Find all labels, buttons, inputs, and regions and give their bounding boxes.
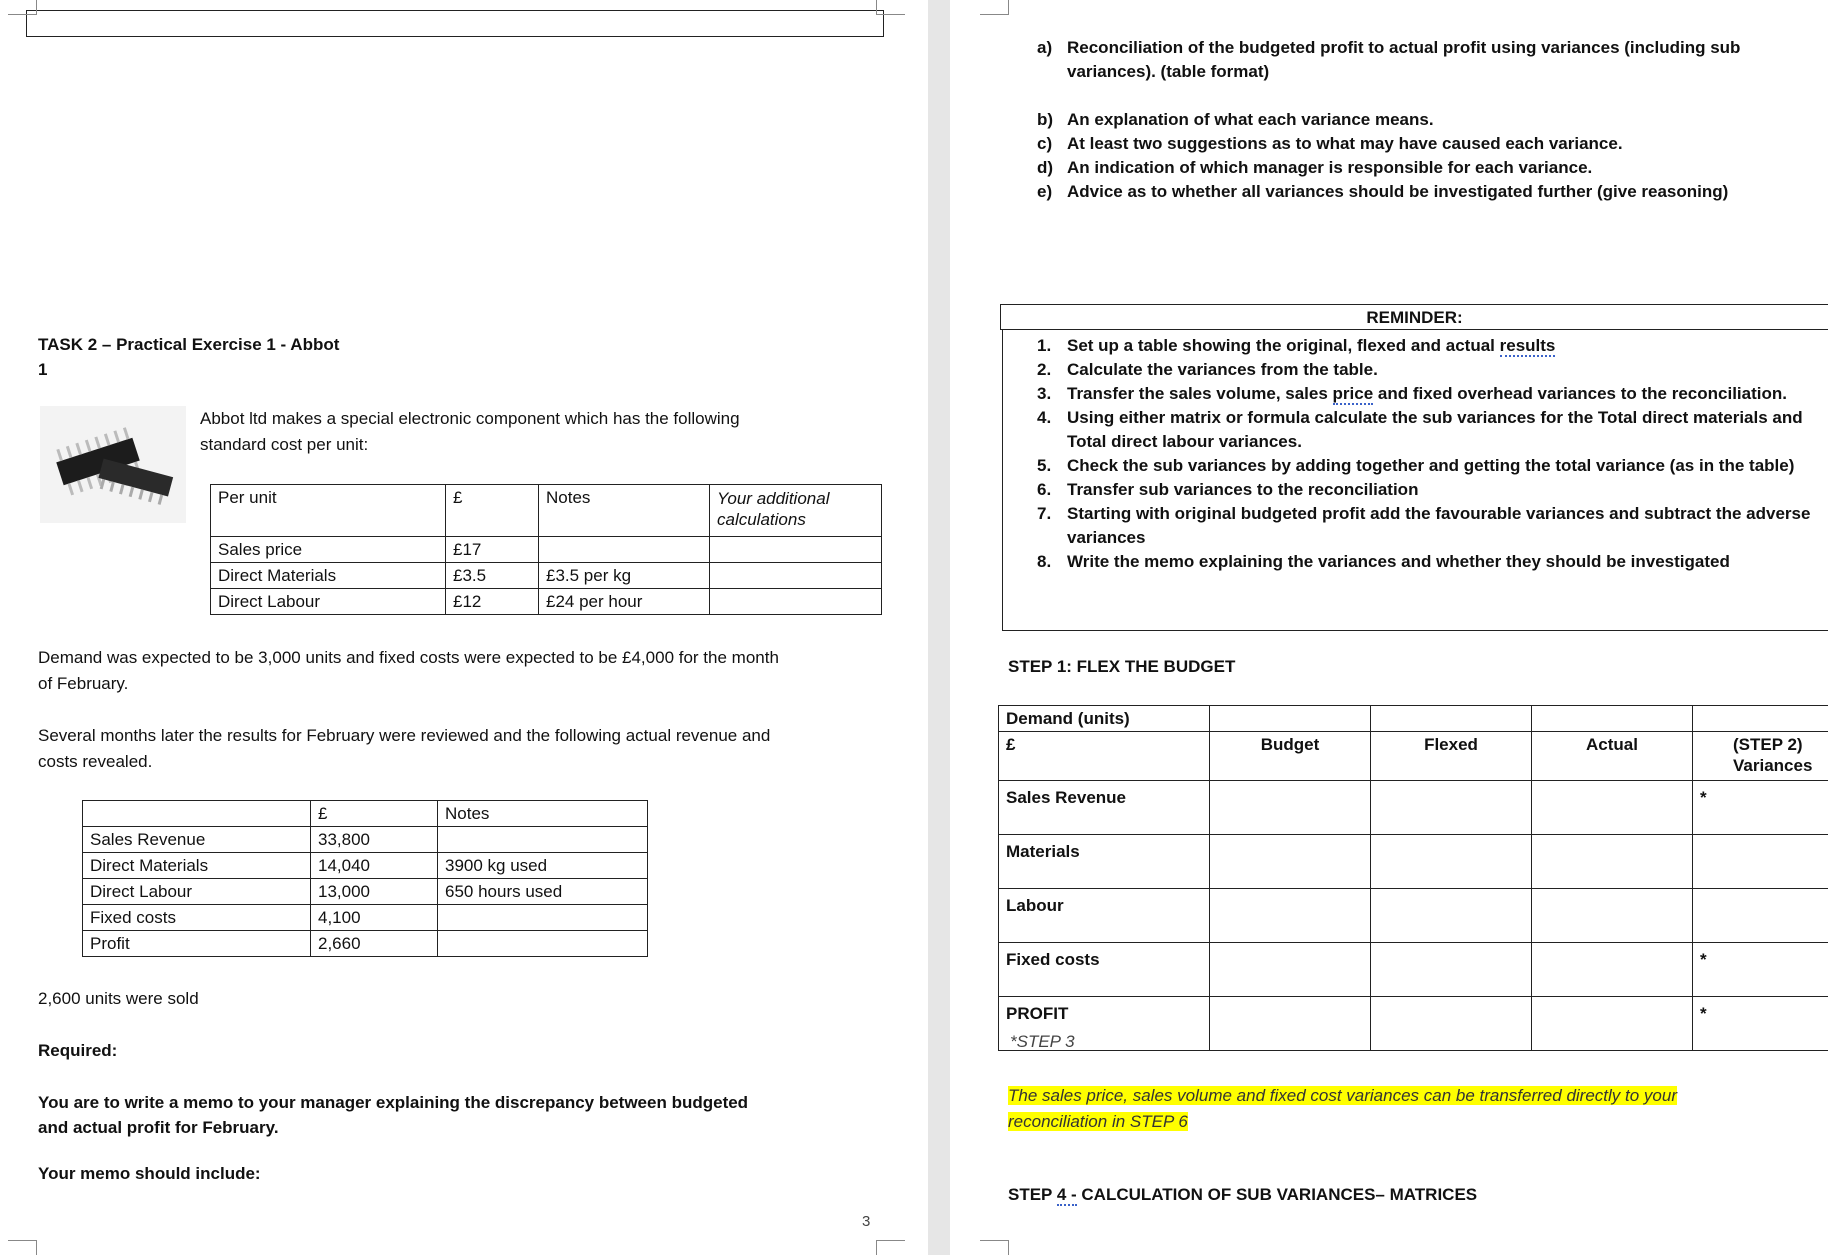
list-item-number: 8. <box>1037 552 1052 571</box>
row-label-cell: Sales Revenue <box>999 781 1210 835</box>
table-cell <box>1532 889 1693 943</box>
crop-mark <box>8 1240 37 1255</box>
table-cell <box>710 589 882 615</box>
list-item-label: e) <box>1037 182 1053 201</box>
row-label-cell: PROFIT <box>999 997 1210 1051</box>
spellcheck-word: price <box>1332 384 1374 403</box>
table-cell <box>1210 835 1371 889</box>
intro-line: standard cost per unit: <box>200 435 369 454</box>
table-cell <box>1210 781 1371 835</box>
table-cell: £3.5 per kg <box>539 563 710 589</box>
table-cell: Profit <box>83 931 311 957</box>
table-cell: 3900 kg used <box>438 853 648 879</box>
several-line: costs revealed. <box>38 752 153 771</box>
list-item-number: 4. <box>1037 408 1052 427</box>
list-item <box>1037 36 1823 84</box>
step4-title-part: CALCULATION OF SUB VARIANCES– MATRICES <box>1076 1185 1478 1204</box>
table-cell <box>1532 943 1693 997</box>
units-sold: 2,600 units were sold <box>38 989 199 1008</box>
demand-line: Demand was expected to be 3,000 units and fixed costs were expected to be £4,000 for the month <box>38 648 779 667</box>
table-cell <box>1693 706 1828 732</box>
memo-instruction <box>38 1090 748 1140</box>
list-item-text: An explanation of what each variance means. <box>1067 110 1434 129</box>
list-item <box>1037 502 1823 550</box>
list-item-text: Reconciliation of the budgeted profit to actual profit using variances (including sub variances). (table format) <box>1067 38 1741 81</box>
crop-mark <box>8 0 37 15</box>
chip-icon <box>40 406 186 523</box>
list-item-text: Set up a table showing the original, flexed and actual <box>1067 336 1500 355</box>
list-item-text: and fixed overhead variances to the reconciliation. <box>1373 384 1787 403</box>
list-item-label: a) <box>1037 38 1053 57</box>
flex-budget-table <box>998 705 1828 1051</box>
step4-title-part: STEP <box>1008 1185 1057 1204</box>
list-item-text: Starting with original budgeted profit add the favourable variances and subtract the adverse variances <box>1067 504 1811 547</box>
table-cell <box>438 931 648 957</box>
step4-title-part: 4 - <box>1056 1185 1077 1204</box>
list-item <box>1037 406 1823 454</box>
task-title-line: TASK 2 – Practical Exercise 1 - Abbot <box>38 335 340 354</box>
table-cell: Direct Labour <box>83 879 311 905</box>
required-heading: Required: <box>38 1041 118 1060</box>
table-row <box>83 827 648 853</box>
table-cell <box>1210 706 1371 732</box>
table-cell <box>539 537 710 563</box>
table-cell <box>438 905 648 931</box>
list-item-text: An indication of which manager is responsible for each variance. <box>1067 158 1593 177</box>
table-cell <box>1371 943 1532 997</box>
step3-marker: * <box>1693 781 1828 835</box>
reminder-title: REMINDER: <box>1000 304 1828 330</box>
list-item-text: Advice as to whether all variances should be investigated further (give reasoning) <box>1067 182 1729 201</box>
table-cell: 14,040 <box>311 853 438 879</box>
step1-title: STEP 1: FLEX THE BUDGET <box>1008 657 1236 676</box>
table-header-cell: Your additional calculations <box>710 485 882 537</box>
table-cell: £12 <box>446 589 539 615</box>
several-months-text <box>38 723 770 775</box>
reminder-list <box>1037 334 1823 574</box>
list-item <box>1037 382 1823 406</box>
list-item-text: Transfer the sales volume, sales <box>1067 384 1333 403</box>
table-cell: Fixed costs <box>83 905 311 931</box>
row-label-cell: Materials <box>999 835 1210 889</box>
demand-line: of February. <box>38 674 129 693</box>
table-cell: £3.5 <box>446 563 539 589</box>
list-item-label: b) <box>1037 110 1054 129</box>
list-item-number: 3. <box>1037 384 1052 403</box>
list-item <box>1037 156 1823 180</box>
table-row <box>211 589 882 615</box>
several-line: Several months later the results for February were reviewed and the following actual revenue and <box>38 726 771 745</box>
list-item-text: Calculate the variances from the table. <box>1067 360 1378 379</box>
task-title <box>38 332 339 382</box>
table-cell <box>1210 889 1371 943</box>
highlight-line: reconciliation in STEP 6 <box>1008 1112 1188 1131</box>
table-cell: 4,100 <box>311 905 438 931</box>
spellcheck-word: results <box>1499 336 1556 355</box>
table-cell: Direct Materials <box>83 853 311 879</box>
list-item-text: Transfer sub variances to the reconciliation <box>1067 480 1419 499</box>
table-cell <box>1210 943 1371 997</box>
table-cell: Sales Revenue <box>83 827 311 853</box>
row-label-cell: Fixed costs <box>999 943 1210 997</box>
demand-text <box>38 645 779 697</box>
list-item <box>1037 454 1823 478</box>
table-row <box>83 801 648 827</box>
memo-include: Your memo should include: <box>38 1164 261 1183</box>
crop-mark <box>876 1240 905 1255</box>
list-item <box>1037 358 1823 382</box>
list-item-text: At least two suggestions as to what may have caused each variance. <box>1067 134 1623 153</box>
table-cell <box>1371 889 1532 943</box>
crop-mark <box>980 0 1009 15</box>
list-item-label: c) <box>1037 134 1053 153</box>
list-item <box>1037 550 1823 574</box>
step3-marker: * <box>1693 997 1828 1051</box>
table-cell <box>1210 997 1371 1051</box>
table-cell: Direct Materials <box>211 563 446 589</box>
actual-results-table <box>82 800 648 957</box>
component-image <box>40 406 186 523</box>
step3-note: *STEP 3 <box>1010 1032 1075 1051</box>
column-header-actual: Actual <box>1532 732 1693 781</box>
list-item-number: 5. <box>1037 456 1052 475</box>
list-item <box>1037 478 1823 502</box>
task-title-line: 1 <box>38 360 48 379</box>
table-header-cell: £ <box>446 485 539 537</box>
list-item <box>1037 108 1823 132</box>
table-cell <box>438 827 648 853</box>
standard-cost-table <box>210 484 882 615</box>
table-cell <box>710 537 882 563</box>
intro-line: Abbot ltd makes a special electronic component which has the following <box>200 409 740 428</box>
table-row <box>211 485 882 537</box>
variances-header-line: Variances <box>1733 756 1813 775</box>
currency-label-cell: £ <box>999 732 1210 781</box>
table-row <box>999 706 1828 732</box>
memo-requirements-list <box>1037 36 1823 204</box>
table-header-cell: Notes <box>539 485 710 537</box>
table-cell <box>1371 706 1532 732</box>
list-item-text: Check the sub variances by adding together and getting the total variance (as in the table) <box>1067 456 1795 475</box>
table-cell: 650 hours used <box>438 879 648 905</box>
list-item-number: 7. <box>1037 504 1052 523</box>
crop-mark <box>876 0 905 15</box>
table-cell: 2,660 <box>311 931 438 957</box>
variances-header-line: (STEP 2) <box>1733 735 1803 754</box>
table-cell <box>1371 997 1532 1051</box>
table-header-cell: Notes <box>438 801 648 827</box>
table-header-cell <box>83 801 311 827</box>
table-header-cell: Per unit <box>211 485 446 537</box>
intro-text <box>200 406 740 458</box>
list-item-label: d) <box>1037 158 1054 177</box>
crop-mark <box>980 1240 1009 1255</box>
table-cell <box>1371 781 1532 835</box>
step4-title <box>1008 1185 1477 1205</box>
highlighted-note <box>1008 1083 1677 1135</box>
top-text-box <box>26 10 884 37</box>
step3-marker <box>1693 889 1828 943</box>
table-cell: 33,800 <box>311 827 438 853</box>
column-header-flexed: Flexed <box>1371 732 1532 781</box>
table-row <box>83 905 648 931</box>
memo-line: and actual profit for February. <box>38 1118 279 1137</box>
table-row <box>83 853 648 879</box>
table-cell <box>1371 835 1532 889</box>
column-header-budget: Budget <box>1210 732 1371 781</box>
table-cell: Direct Labour <box>211 589 446 615</box>
right-page <box>950 0 1828 1255</box>
table-cell <box>710 563 882 589</box>
table-row <box>83 931 648 957</box>
table-row <box>211 563 882 589</box>
table-cell: Sales price <box>211 537 446 563</box>
table-row <box>999 997 1828 1051</box>
table-cell: £24 per hour <box>539 589 710 615</box>
table-row <box>999 889 1828 943</box>
table-row <box>211 537 882 563</box>
row-label-cell: Labour <box>999 889 1210 943</box>
table-header-cell: £ <box>311 801 438 827</box>
list-item <box>1037 132 1823 156</box>
table-row <box>999 732 1828 781</box>
table-cell <box>1532 706 1693 732</box>
table-cell: 13,000 <box>311 879 438 905</box>
list-item-number: 6. <box>1037 480 1052 499</box>
table-cell <box>1532 835 1693 889</box>
list-item-text: Write the memo explaining the variances and whether they should be investigated <box>1067 552 1730 571</box>
table-row <box>83 879 648 905</box>
table-cell: £17 <box>446 537 539 563</box>
highlight-line: The sales price, sales volume and fixed cost variances can be transferred directly to your <box>1008 1086 1677 1105</box>
column-header-variances <box>1693 732 1828 781</box>
table-cell <box>1532 781 1693 835</box>
reminder-box-bottom <box>1002 630 1828 631</box>
table-row <box>999 781 1828 835</box>
reminder-box-border <box>1002 330 1003 630</box>
step3-marker <box>1693 835 1828 889</box>
demand-label-cell: Demand (units) <box>999 706 1210 732</box>
page-number: 3 <box>862 1213 871 1230</box>
list-item-text: Using either matrix or formula calculate the sub variances for the Total direct materials and Total direct labour variances. <box>1067 408 1803 451</box>
list-item-number: 2. <box>1037 360 1052 379</box>
table-row <box>999 943 1828 997</box>
memo-line: You are to write a memo to your manager explaining the discrepancy between budgeted <box>38 1093 749 1112</box>
step3-marker: * <box>1693 943 1828 997</box>
list-item-number: 1. <box>1037 336 1052 355</box>
table-cell <box>1532 997 1693 1051</box>
list-item <box>1037 180 1823 204</box>
table-row <box>999 835 1828 889</box>
list-item <box>1037 334 1823 358</box>
